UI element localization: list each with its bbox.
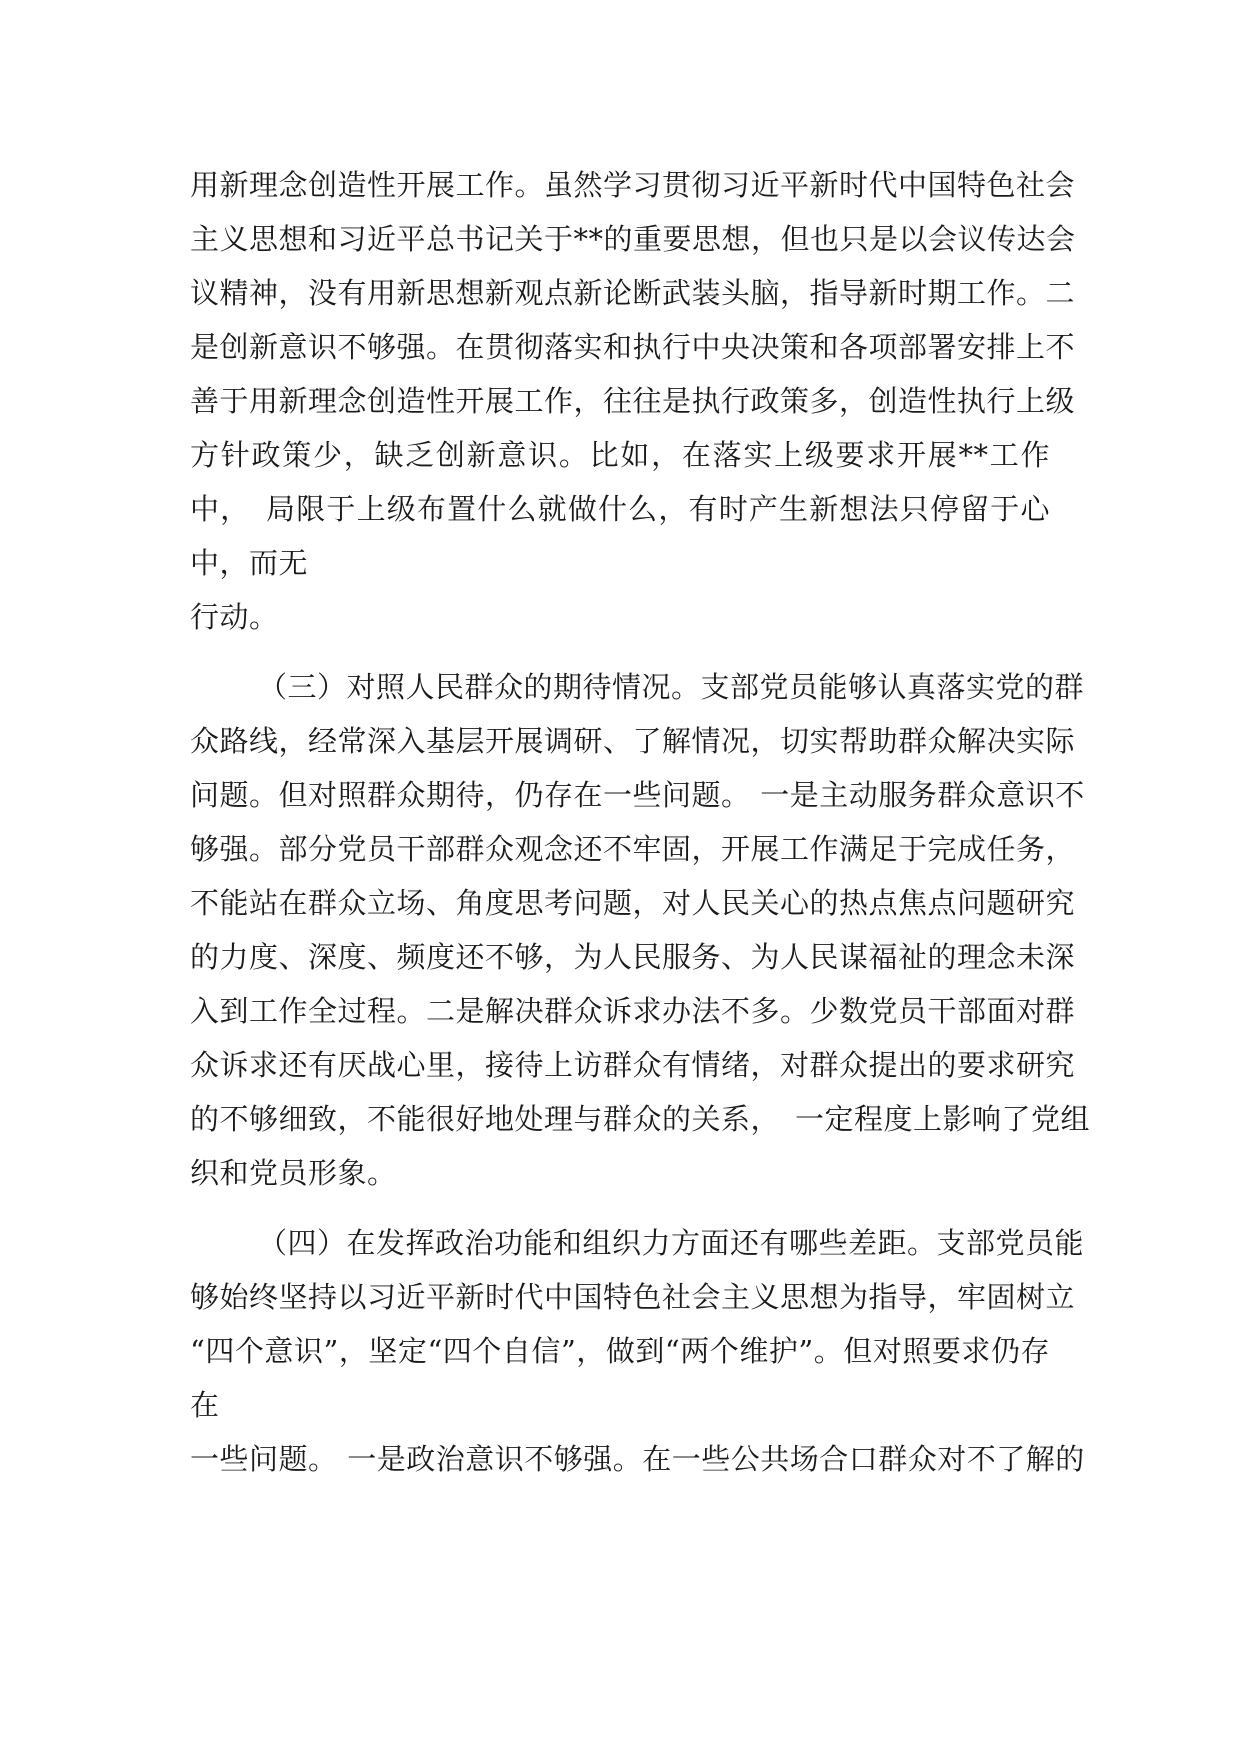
text-line: 不能站在群众立场、角度思考问题，对人民关心的热点焦点问题研究: [190, 886, 1076, 920]
text-line: 够始终坚持以习近平新时代中国特色社会主义思想为指导，牢固树立: [190, 1280, 1076, 1314]
text-line: 中，而无: [190, 546, 309, 580]
text-line: “四个意识”，坚定“四个自信”，做到“两个维护”。但对照要求仍存: [190, 1334, 1050, 1368]
text-line: 行动。: [190, 600, 279, 634]
text-line: 的不够细致，不能很好地处理与群众的关系， 一定程度上影响了党组: [190, 1102, 1091, 1136]
text-line: 众路线，经常深入基层开展调研、了解情况，切实帮助群众解决实际: [190, 724, 1076, 758]
text-line: 是创新意识不够强。在贯彻落实和执行中央决策和各项部署安排上不: [190, 330, 1076, 364]
text-line: 在: [190, 1388, 220, 1422]
text-line: 中， 局限于上级布置什么就做什么，有时产生新想法只停留于心: [190, 492, 1050, 526]
text-line: 善于用新理念创造性开展工作，往往是执行政策多，创造性执行上级: [190, 384, 1076, 418]
text-line: 问题。但对照群众期待，仍存在一些问题。 一是主动服务群众意识不: [190, 778, 1085, 812]
text-line: 用新理念创造性开展工作。虽然学习贯彻习近平新时代中国特色社会: [190, 168, 1076, 202]
section-heading-line: （三）对照人民群众的期待情况。支部党员能够认真落实党的群: [258, 670, 1085, 704]
text-line: 织和党员形象。: [190, 1156, 397, 1190]
text-line: 的力度、深度、频度还不够，为人民服务、为人民谋福祉的理念未深: [190, 940, 1076, 974]
section-heading-line: （四）在发挥政治功能和组织力方面还有哪些差距。支部党员能: [258, 1226, 1085, 1260]
text-line: 主义思想和习近平总书记关于**的重要思想，但也只是以会议传达会: [190, 222, 1076, 256]
text-line: 众诉求还有厌战心里，接待上访群众有情绪，对群众提出的要求研究: [190, 1048, 1076, 1082]
text-line: 一些问题。 一是政治意识不够强。在一些公共场合口群众对不了解的: [190, 1442, 1085, 1476]
text-line: 方针政策少，缺乏创新意识。比如，在落实上级要求开展**工作: [190, 438, 1050, 472]
text-line: 入到工作全过程。二是解决群众诉求办法不多。少数党员干部面对群: [190, 994, 1076, 1028]
text-line: 够强。部分党员干部群众观念还不牢固，开展工作满足于完成任务，: [190, 832, 1076, 866]
text-line: 议精神，没有用新思想新观点新论断武装头脑，指导新时期工作。二: [190, 276, 1076, 310]
